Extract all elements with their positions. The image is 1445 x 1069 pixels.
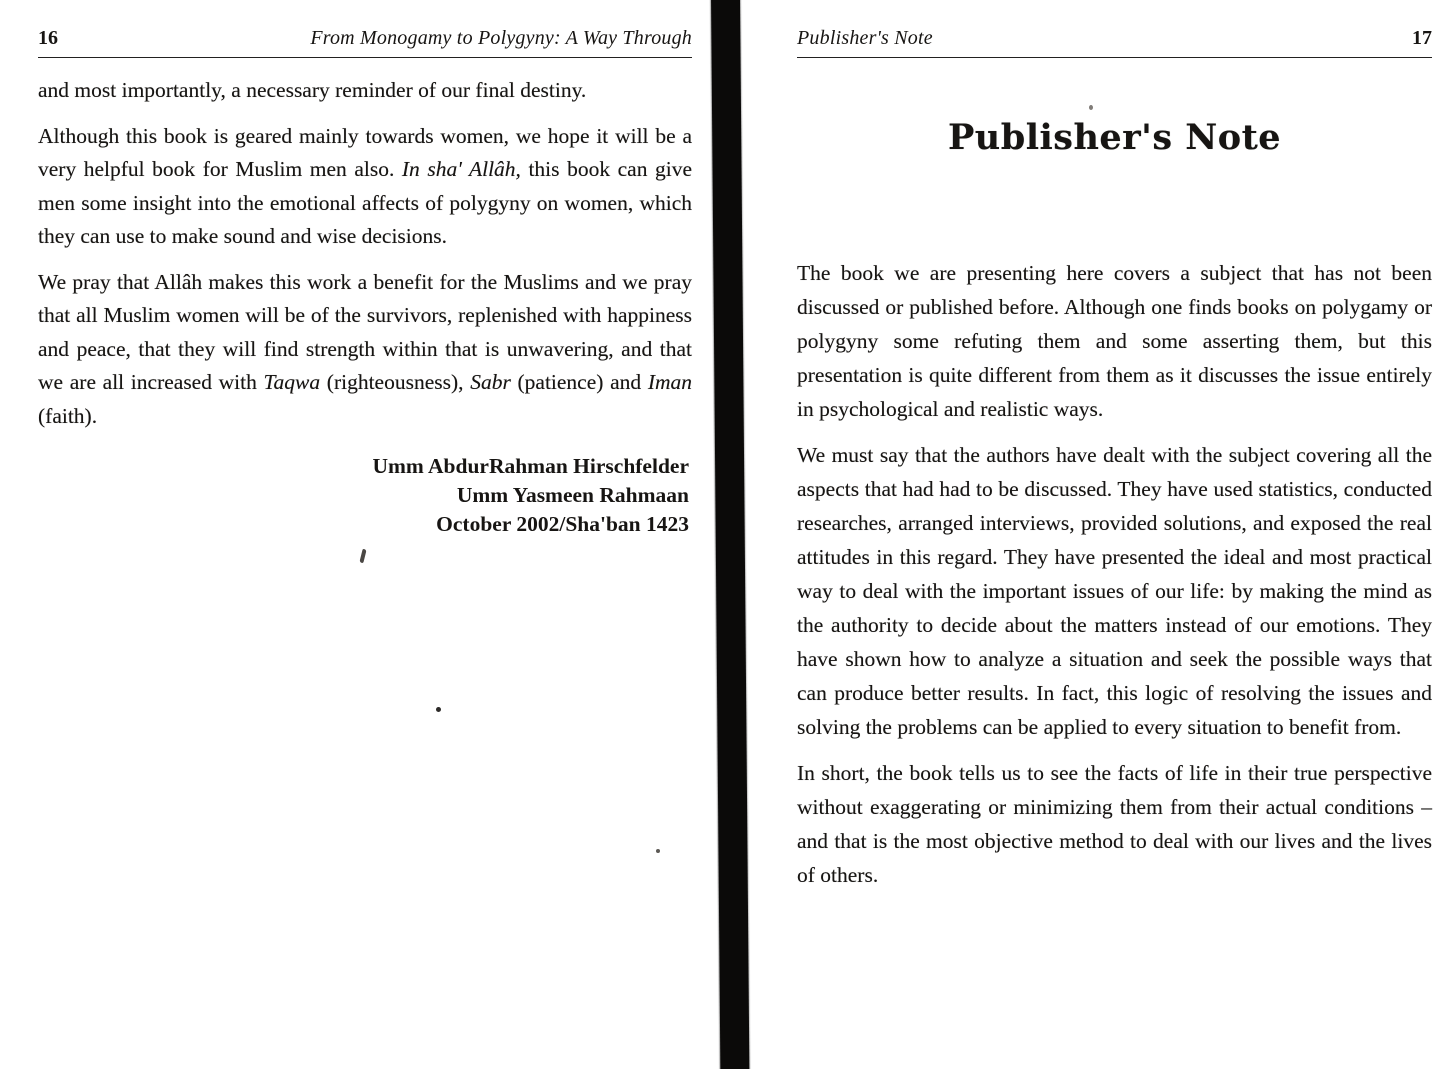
signature-author-1: Umm AbdurRahman Hirschfelder	[372, 454, 689, 478]
left-header-rule	[38, 57, 692, 60]
left-paragraph-1: and most importantly, a necessary reminder of our final destiny.	[38, 78, 587, 102]
scan-speck	[656, 849, 660, 853]
right-paragraph-1: The book we are presenting here covers a subject that has not been discussed or published before. Although one finds books on polygamy or polygyny some refuting them and some asserting them, but this presentation is quite different from them as it discusses the issue entirely in psychological and realistic ways.	[797, 261, 1432, 421]
right-running-title: Publisher's Note	[797, 27, 933, 49]
right-paragraph-3: In short, the book tells us to see the facts of life in their true perspective without exaggerating or minimizing them from their actual conditions – and that is the most objective method to deal with our lives and the lives of others.	[797, 761, 1432, 887]
left-paragraph-2: Although this book is geared mainly towards women, we hope it will be a very helpful book for Muslim men also. In sha' Allâh, this book can give men some insight into the emotional affects of polygyny on women, which they can use to make sound and wise decisions.	[38, 123, 692, 248]
right-page-number: 17	[1412, 27, 1432, 49]
left-running-header	[38, 24, 692, 52]
left-body-text	[38, 74, 692, 433]
book-binding-gutter	[711, 0, 749, 1069]
scan-speck	[436, 707, 441, 712]
author-signature-block	[38, 452, 692, 539]
right-running-header	[797, 24, 1432, 52]
chapter-title: Publisher's Note	[947, 117, 1282, 158]
signature-date: October 2002/Sha'ban 1423	[436, 512, 689, 536]
scan-speck	[1089, 105, 1093, 110]
right-page	[745, 0, 1445, 1069]
left-page-number: 16	[38, 27, 58, 49]
right-paragraph-2: We must say that the authors have dealt with the subject covering all the aspects that had had to be discussed. They have used statistics, conducted researches, arranged interviews, provided solutions, and exposed the real attitudes in this regard. They have presented the ideal and most practical way to deal with the important issues of our life: by making the mind as the authority to decide about the matters instead of our emotions. They have shown how to analyze a situation and seek the possible ways that can produce better results. In fact, this logic of resolving the issues and solving the problems can be applied to every situation to benefit from.	[797, 443, 1432, 739]
left-page	[0, 0, 710, 1069]
signature-author-2: Umm Yasmeen Rahmaan	[456, 483, 689, 507]
left-running-title: From Monogamy to Polygyny: A Way Through	[310, 27, 692, 49]
left-paragraph-3: We pray that Allâh makes this work a benefit for the Muslims and we pray that all Muslim women will be of the survivors, replenished with happiness and peace, that they will find strength within that is unwavering, and that we are all increased with Taqwa (righteousness), Sabr (patience) and Iman (faith).	[38, 269, 692, 428]
right-header-rule	[797, 57, 1432, 60]
right-body-text	[797, 256, 1432, 892]
